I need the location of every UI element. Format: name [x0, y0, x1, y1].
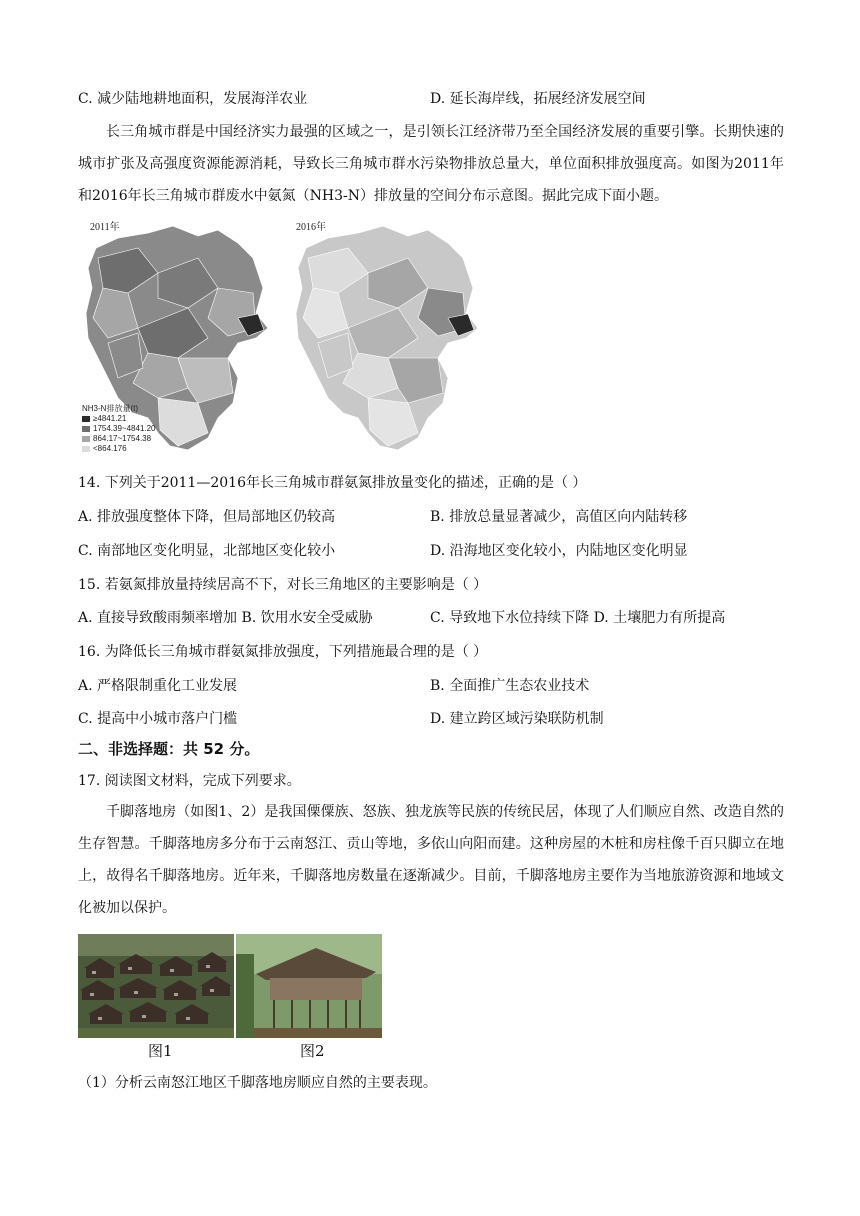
map-2016: [296, 220, 478, 450]
q14-stem: 14. 下列关于2011—2016年长三角城市群氨氮排放量变化的描述，正确的是（ ）: [78, 475, 587, 491]
q15-stem: 15. 若氨氮排放量持续居高不下，对长三角地区的主要影响是（ ）: [78, 577, 488, 593]
legend-item-4: <864.176: [82, 444, 156, 454]
q16-option-a: A. 严格限制重化工业发展: [78, 678, 238, 694]
legend-title: NH3-N排放量(t): [82, 404, 138, 413]
map-2011-label: 2011年: [90, 222, 120, 233]
legend-swatch: [82, 436, 90, 442]
map-legend: [82, 404, 156, 454]
figure1-caption: 图1: [148, 1042, 173, 1060]
q14-option-c: C. 南部地区变化明显，北部地区变化较小: [78, 543, 336, 559]
q16-option-d: D. 建立跨区域污染联防机制: [430, 711, 604, 727]
q16-stem: 16. 为降低长三角城市群氨氮排放强度，下列措施最合理的是（ ）: [78, 644, 488, 660]
figure1-photo: [78, 934, 234, 1038]
map-2016-label: 2016年: [296, 222, 326, 233]
section2-title: 二、非选择题：共 52 分。: [78, 740, 260, 758]
legend-item-3: 864.17~1754.38: [82, 434, 156, 444]
q15-options-ab: A. 直接导致酸雨频率增加 B. 饮用水安全受威胁: [78, 610, 373, 626]
legend-item-1: ≥4841.21: [82, 414, 156, 424]
q17-paragraph: 千脚落地房（如图1、2）是我国傈僳族、怒族、独龙族等民族的传统民居，体现了人们顺应自然、改造自然的生存智慧。千脚落地房多分布于云南怒江、贡山等地，多依山向阳而建。这种房屋的木桩和房柱像千百只脚立在地上，故得名千脚落地房。近年来，千脚落地房数量在逐渐减少。目前，千脚落地房主要作为当地旅游资源和地域文化被加以保护。: [78, 804, 784, 916]
legend-swatch: [82, 416, 90, 422]
q16-option-b: B. 全面推广生态农业技术: [430, 678, 590, 694]
figure2-photo: [236, 934, 382, 1038]
q13-option-c: C. 减少陆地耕地面积，发展海洋农业: [78, 91, 308, 107]
figure1-image: [78, 934, 234, 1038]
q17-stem: 17. 阅读图文材料，完成下列要求。: [78, 773, 301, 789]
q14-option-d: D. 沿海地区变化较小，内陆地区变化明显: [430, 543, 688, 559]
q14-option-b: B. 排放总量显著减少，高值区向内陆转移: [430, 509, 688, 525]
intro-paragraph: 长三角城市群是中国经济实力最强的区域之一，是引领长江经济带乃至全国经济发展的重要引擎。长期快速的城市扩张及高强度资源能源消耗，导致长三角城市群水污染物排放总量大，单位面积排放强度高。如图为2011年和2016年长三角城市群废水中氨氮（NH3-N）排放量的空间分布示意图。据此完成下面小题。: [78, 124, 784, 204]
q13-option-d: D. 延长海岸线，拓展经济发展空间: [430, 91, 646, 107]
legend-swatch: [82, 426, 90, 432]
figure2-image: [236, 934, 382, 1038]
q15-options-cd: C. 导致地下水位持续下降 D. 土壤肥力有所提高: [430, 610, 726, 626]
q17-sub1: （1）分析云南怒江地区千脚落地房顺应自然的主要表现。: [78, 1075, 437, 1091]
legend-swatch: [82, 446, 90, 452]
figure2-caption: 图2: [300, 1042, 325, 1060]
q14-option-a: A. 排放强度整体下降，但局部地区仍较高: [78, 509, 336, 525]
legend-item-2: 1754.39~4841.20: [82, 424, 156, 434]
q16-option-c: C. 提高中小城市落户门槛: [78, 711, 238, 727]
nh3n-map-figure: [78, 218, 508, 458]
